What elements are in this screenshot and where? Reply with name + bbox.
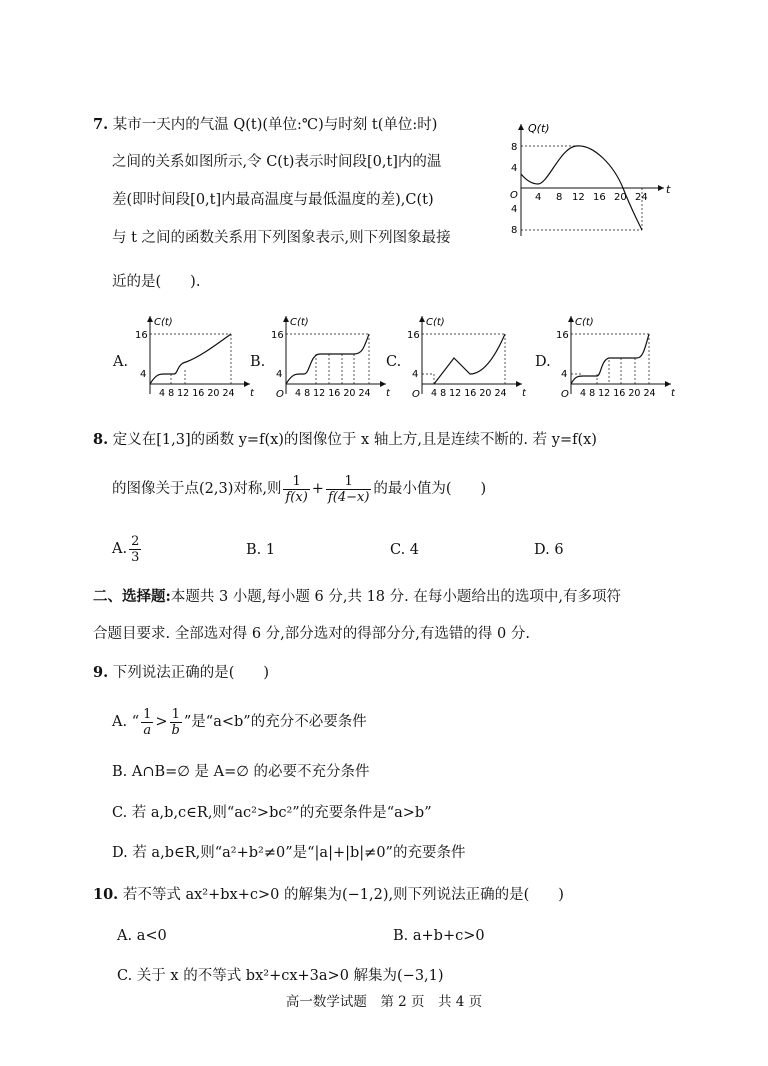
opt-c-xticks: 4 8 12 16 20 24 [431, 388, 507, 399]
opt-d-xlabel: t [671, 388, 675, 399]
q9-line1 [93, 663, 269, 683]
section2-text-1: 本题共 3 小题,每小题 6 分,共 18 分. 在每小题给出的选项中,有多项符 [170, 589, 621, 605]
q7-main-origin: O [510, 190, 518, 201]
q7-main-xtick-24: 24 [635, 192, 648, 203]
q7-option-a-graph[interactable] [132, 312, 257, 400]
q7-main-ytick-4: 4 [511, 163, 518, 174]
section2-title: 二、选择题: [93, 588, 171, 605]
q10-line1 [93, 885, 564, 905]
q8-number: 8. [93, 431, 109, 448]
opt-c-ylabel: C(t) [426, 317, 445, 328]
q7-main-ylabel: Q(t) [528, 122, 550, 135]
q9-a-fraction-2: $\frac{1}{b}$ [171, 706, 180, 738]
q9-number: 9. [93, 664, 109, 681]
q8-option-c[interactable]: C. 4 [390, 542, 420, 558]
q10-stem: 若不等式 ax²+bx+c>0 的解集为(−1,2),则下列说法正确的是( ) [122, 887, 564, 903]
opt-c-y4: 4 [412, 369, 419, 380]
q10-option-a[interactable]: A. a<0 [117, 928, 167, 944]
q7-number: 7. [93, 116, 109, 133]
opt-c-xlabel: t [522, 388, 526, 399]
q7-main-ytick-neg8: 8 [511, 225, 518, 236]
q9-stem: 下列说法正确的是( ) [112, 665, 270, 681]
q7-option-b-graph[interactable] [268, 312, 393, 400]
opt-a-ylabel: C(t) [154, 317, 173, 328]
q7-option-a-label[interactable]: A. [113, 354, 129, 370]
q9-option-c[interactable]: C. 若 a,b,c∈R,则“ac²>bc²”的充要条件是“a>b” [112, 805, 432, 821]
q7-main-xlabel: t [666, 183, 671, 196]
opt-c-y16: 16 [407, 330, 420, 341]
q8-option-b[interactable]: B. 1 [246, 542, 276, 558]
q8-line1 [93, 430, 597, 450]
q8-fraction-1: $\frac{1}{f(x)}$ [285, 473, 308, 505]
q9-option-a[interactable]: A. “ $\frac{1}{a}$ > $\frac{1}{b}$ ”是“a<b”的充分不必要条件 [112, 706, 367, 738]
q8-line2 [112, 472, 486, 506]
q7-main-xtick-20: 20 [614, 192, 627, 203]
opt-b-y4: 4 [276, 369, 283, 380]
q7-text-2: 之间的关系如图所示,令 C(t)表示时间段[0,t]内的温 [112, 154, 442, 170]
opt-d-y16: 16 [556, 330, 569, 341]
opt-d-origin: O [561, 389, 569, 400]
q7-main-xtick-8: 8 [556, 192, 563, 203]
q7-option-b-label[interactable]: B. [250, 354, 266, 370]
q7-option-d-graph[interactable] [553, 312, 678, 400]
q7-main-ytick-8: 8 [511, 142, 518, 153]
opt-a-y16: 16 [135, 330, 148, 341]
q9-a-fraction-1: $\frac{1}{a}$ [143, 706, 152, 738]
q8-text-1: 定义在[1,3]的函数 y=f(x)的图像位于 x 轴上方,且是连续不断的. 若 y=f(x) [112, 432, 597, 448]
section2-text-2: 合题目要求. 全部选对得 6 分,部分选对的得部分分,有选错的得 0 分. [93, 626, 530, 642]
opt-b-y16: 16 [271, 330, 284, 341]
q7-option-d-label[interactable]: D. [535, 354, 551, 370]
q7-option-c-graph[interactable] [404, 312, 529, 400]
q8-option-a-fraction: $\frac{2}{3}$ [131, 533, 140, 565]
q7-option-c-label[interactable]: C. [386, 354, 402, 370]
q7-main-xtick-4: 4 [535, 192, 542, 203]
q8-fraction-2: $\frac{1}{f(4-x)}$ [327, 473, 370, 505]
q8-text-2-pre: 的图像关于点(2,3)对称,则 [112, 481, 282, 497]
q8-option-d[interactable]: D. 6 [534, 542, 564, 558]
q7-text-5: 近的是( ). [112, 274, 201, 290]
q10-option-c[interactable]: C. 关于 x 的不等式 bx²+cx+3a>0 解集为(−3,1) [117, 968, 444, 984]
opt-a-xlabel: t [250, 388, 254, 399]
q10-number: 10. [93, 886, 119, 903]
q9-option-b[interactable]: B. A∩B=∅ 是 A=∅ 的必要不充分条件 [112, 764, 370, 780]
q7-main-graph [506, 118, 674, 240]
q9-option-d[interactable]: D. 若 a,b∈R,则“a²+b²≠0”是“|a|+|b|≠0”的充要条件 [112, 845, 466, 861]
q7-line1 [93, 115, 437, 135]
opt-d-xticks: 4 8 12 16 20 24 [580, 388, 656, 399]
q10-option-b[interactable]: B. a+b+c>0 [393, 928, 485, 944]
opt-b-ylabel: C(t) [290, 317, 309, 328]
q7-text-1: 某市一天内的气温 Q(t)(单位:℃)与时刻 t(单位:时) [112, 117, 438, 133]
q7-text-3: 差(即时间段[0,t]内最高温度与最低温度的差),C(t) [112, 192, 434, 208]
opt-b-origin: O [276, 389, 284, 400]
opt-a-xticks: 4 8 12 16 20 24 [159, 388, 235, 399]
page-footer: 高一数学试题 第 2 页 共 4 页 [285, 994, 483, 1010]
q7-main-ytick-neg4: 4 [511, 204, 518, 215]
q7-main-xtick-12: 12 [572, 192, 585, 203]
q8-text-2-post: 的最小值为( ) [373, 481, 487, 497]
opt-d-y4: 4 [561, 369, 568, 380]
opt-b-xticks: 4 8 12 16 20 24 [295, 388, 371, 399]
section2-line1 [93, 587, 621, 607]
opt-a-y4: 4 [140, 369, 147, 380]
q8-plus: + [311, 481, 324, 497]
opt-c-origin: O [412, 389, 420, 400]
q7-text-4: 与 t 之间的函数关系用下列图象表示,则下列图象最接 [112, 230, 451, 246]
q8-option-a[interactable]: A. $\frac{2}{3}$ [112, 533, 140, 565]
opt-d-ylabel: C(t) [575, 317, 594, 328]
opt-b-xlabel: t [386, 388, 390, 399]
q7-main-xtick-16: 16 [593, 192, 606, 203]
